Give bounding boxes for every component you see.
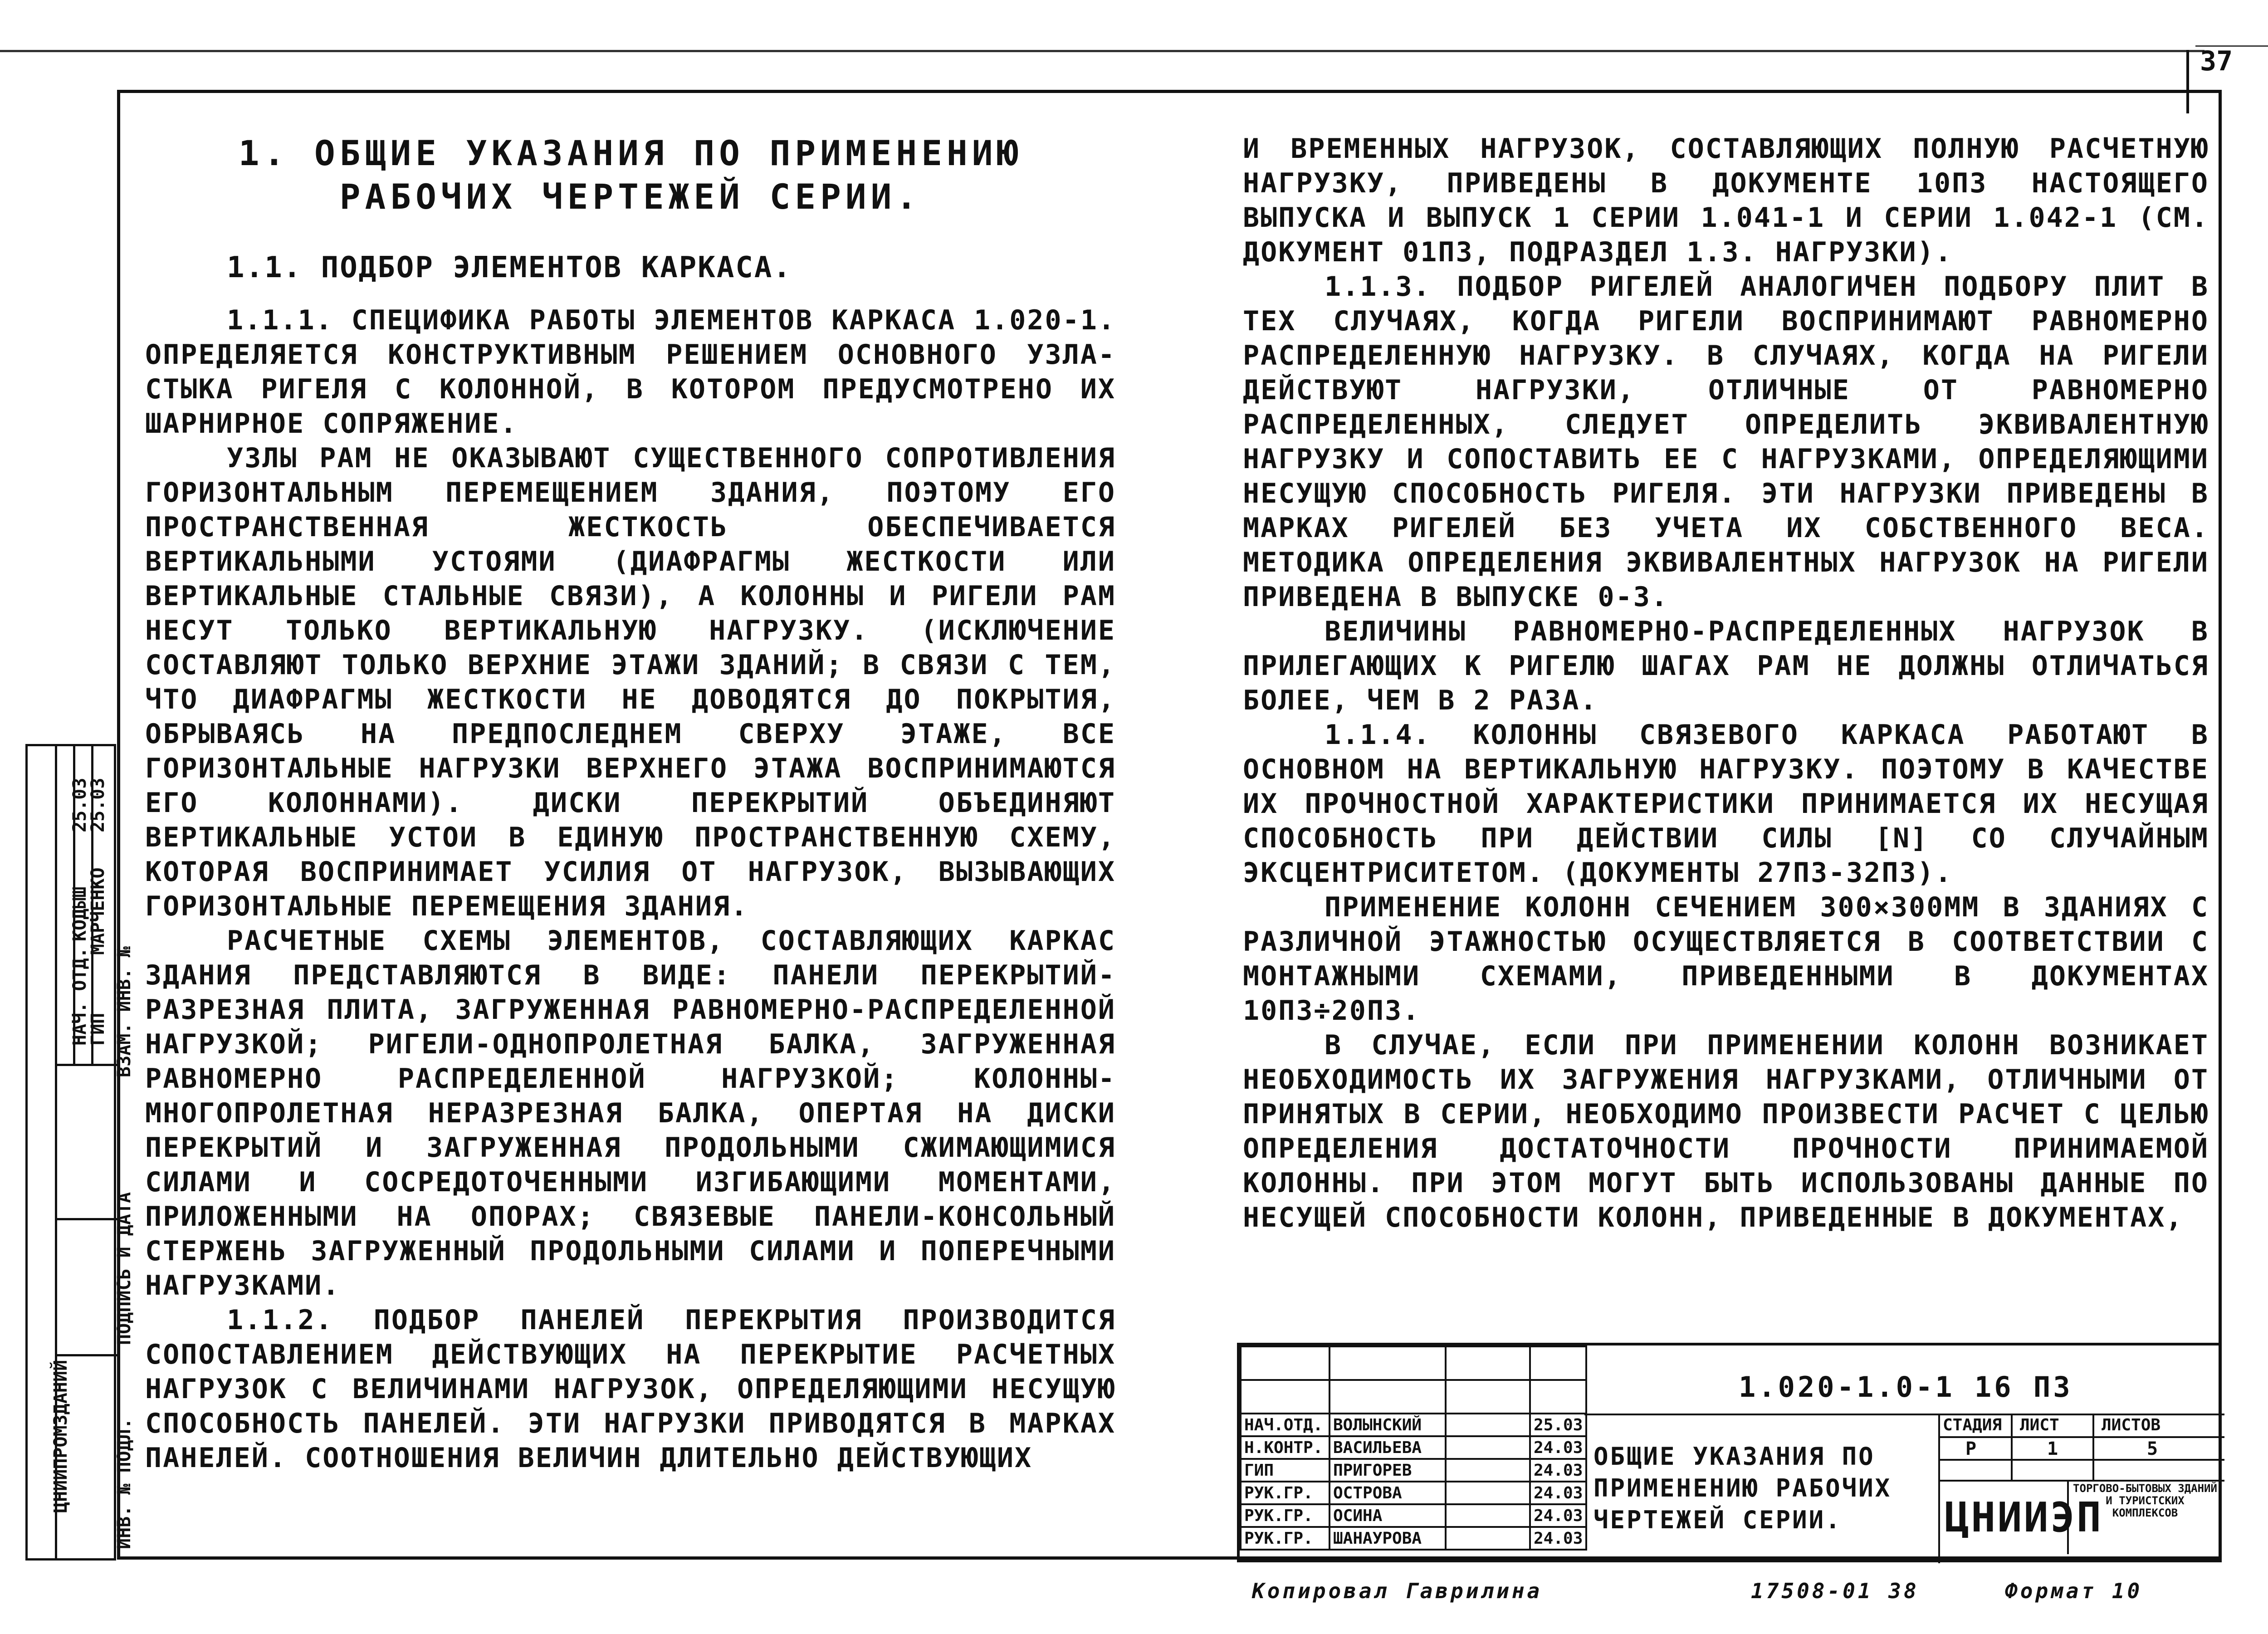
paragraph: УЗЛЫ РАМ НЕ ОКАЗЫВАЮТ СУЩЕСТВЕННОГО СОПРОТИВЛЕНИЯ ГОРИЗОНТАЛЬНЫМ ПЕРЕМЕЩЕНИЕМ ЗДАНИЯ, ПОЭТОМУ ЕГО ПРОСТРАНСТВЕННАЯ ЖЕСТКОСТЬ ОБЕСПЕЧИВАЕТСЯ ВЕРТИКАЛЬНЫМИ УСТОЯМИ (ДИАФРАГМЫ ЖЕСТКОСТИ ИЛИ ВЕРТИКАЛЬНЫЕ СТАЛЬНЫЕ СВЯЗИ), А КОЛОННЫ И РИГЕЛИ РАМ НЕСУТ ТОЛЬКО ВЕРТИКАЛЬНУЮ НАГРУЗКУ. (ИСКЛЮЧЕНИЕ СОСТАВЛЯЮТ ТОЛЬКО ВЕРХНИЕ ЭТАЖИ ЗДАНИЙ; В СВЯЗИ С ТЕМ, ЧТО ДИАФРАГМЫ ЖЕСТКОСТИ НЕ ДОВОДЯТСЯ ДО ПОКРЫТИЯ, ОБРЫВАЯСЬ НА ПРЕДПОСЛЕДНЕМ СВЕРХУ ЭТАЖЕ, ВСЕ ГОРИЗОНТАЛЬНЫЕ НАГРУЗКИ ВЕРХНЕГО ЭТАЖА ВОСПРИНИМАЮТСЯ ЕГО КОЛОННАМИ). ДИСКИ ПЕРЕКРЫТИЙ ОБЪЕДИНЯЮТ ВЕРТИКАЛЬНЫЕ УСТОИ В ЕДИНУЮ ПРОСТРАНСТВЕННУЮ СХЕМУ, КОТОРАЯ ВОСПРИНИМАЕТ УСИЛИЯ ОТ НАГРУЗОК, ВЫЗЫВАЮЩИХ ГОРИЗОНТАЛЬНЫЕ ПЕРЕМЕЩЕНИЯ ЗДАНИЯ. xyxy=(145,442,1116,922)
stamp-role: НАЧ. ОТД. xyxy=(69,947,90,1046)
sheets-label: ЛИСТОВ xyxy=(2102,1416,2161,1434)
paragraph: 1.1.1. СПЕЦИФИКА РАБОТЫ ЭЛЕМЕНТОВ КАРКАСА 1.020-1. ОПРЕДЕЛЯЕТСЯ КОНСТРУКТИВНЫМ РЕШЕНИЕМ ОСНОВНОГО УЗЛА-СТЫКА РИГЕЛЯ С КОЛОННОЙ, В КОТОРОМ ПРЕДУСМОТРЕНО ИХ ШАРНИРНОЕ СОПРЯЖЕНИЕ. xyxy=(145,304,1116,440)
paragraph: И ВРЕМЕННЫХ НАГРУЗОК, СОСТАВЛЯЮЩИХ ПОЛНУЮ РАСЧЕТНУЮ НАГРУЗКУ, ПРИВЕДЕНЫ В ДОКУМЕНТЕ 10П3 НАСТОЯЩЕГО ВЫПУСКА И ВЫПУСК 1 СЕРИИ 1.041-1 И СЕРИИ 1.042-1 (СМ. ДОКУМЕНТ 01П3, ПОДРАЗДЕЛ 1.3. НАГРУЗКИ). xyxy=(1243,133,2209,268)
paragraph: ПРИМЕНЕНИЕ КОЛОНН СЕЧЕНИЕМ 300×300ММ В ЗДАНИЯХ С РАЗЛИЧНОЙ ЭТАЖНОСТЬЮ ОСУЩЕСТВЛЯЕТСЯ В СООТВЕТСТВИИ С МОНТАЖНЫМИ СХЕМАМИ, ПРИВЕДЕННЫМИ В ДОКУМЕНТАХ 10П3÷20П3. xyxy=(1243,891,2209,1027)
signer-row: РУК.ГР. ОСИНА 24.03 xyxy=(1241,1504,1586,1527)
top-border-line xyxy=(0,50,2204,52)
signers-table xyxy=(1240,1345,1587,1551)
organization-subtitle: ТОРГОВО-БЫТОВЫХ ЗДАНИЙ И ТУРИСТСКИХ КОМПЛЕКСОВ xyxy=(2073,1482,2217,1519)
paragraph: 1.1.2. ПОДБОР ПАНЕЛЕЙ ПЕРЕКРЫТИЯ ПРОИЗВОДИТСЯ СОПОСТАВЛЕНИЕМ ДЕЙСТВУЮЩИХ НА ПЕРЕКРЫТИЕ РАСЧЕТНЫХ НАГРУЗОК С ВЕЛИЧИНАМИ НАГРУЗОК, ОПРЕДЕЛЯЮЩИМИ НЕСУЩУЮ СПОСОБНОСТЬ ПАНЕЛЕЙ. ЭТИ НАГРУЗКИ ПРИВОДЯТСЯ В МАРКАХ ПАНЕЛЕЙ. СООТНОШЕНИЯ ВЕЛИЧИН ДЛИТЕЛЬНО ДЕЙСТВУЮЩИХ xyxy=(145,1304,1116,1474)
document-code: 1.020-1.0-1 16 П3 xyxy=(1739,1370,2073,1404)
stamp-role: ГИП xyxy=(88,1013,108,1046)
stamp-date: 25.03 xyxy=(69,778,90,832)
document-title: ОБЩИЕ УКАЗАНИЯ ПО ПРИМЕНЕНИЮ РАБОЧИХ ЧЕРТЕЖЕЙ СЕРИИ. xyxy=(1593,1442,1892,1534)
signer-row: НАЧ.ОТД. ВОЛЫНСКИЙ 25.03 xyxy=(1241,1414,1586,1436)
paragraph: ВЕЛИЧИНЫ РАВНОМЕРНО-РАСПРЕДЕЛЕННЫХ НАГРУЗОК В ПРИЛЕГАЮЩИХ К РИГЕЛЮ ШАГАХ РАМ НЕ ДОЛЖНЫ ОТЛИЧАТЬСЯ БОЛЕЕ, ЧЕМ В 2 РАЗА. xyxy=(1243,616,2209,716)
stamp-col-label: ПОДПИСЬ И ДАТА xyxy=(114,1192,135,1345)
stamp-divider xyxy=(55,1064,118,1066)
paragraph: 1.1.4. КОЛОННЫ СВЯЗЕВОГО КАРКАСА РАБОТАЮТ В ОСНОВНОМ НА ВЕРТИКАЛЬНУЮ НАГРУЗКУ. ПОЭТОМУ В КАЧЕСТВЕ ИХ ПРОЧНОСТНОЙ ХАРАКТЕРИСТИКИ ПРИНИМАЕТСЯ ИХ НЕСУЩАЯ СПОСОБНОСТЬ ПРИ ДЕЙСТВИИ СИЛЫ [N] СО СЛУЧАЙНЫМ ЭКСЦЕНТРИСИТЕТОМ. (ДОКУМЕНТЫ 27П3-32П3). xyxy=(1243,719,2209,889)
signer-row: ГИП ПРИГОРЕВ 24.03 xyxy=(1241,1459,1586,1482)
paragraph: 1.1.3. ПОДБОР РИГЕЛЕЙ АНАЛОГИЧЕН ПОДБОРУ ПЛИТ В ТЕХ СЛУЧАЯХ, КОГДА РИГЕЛИ ВОСПРИНИМАЮТ РАВНОМЕРНО РАСПРЕДЕЛЕННУЮ НАГРУЗКУ. В СЛУЧАЯХ, КОГДА НА РИГЕЛИ ДЕЙСТВУЮТ НАГРУЗКИ, ОТЛИЧНЫЕ ОТ РАВНОМЕРНО РАСПРЕДЕЛЕННЫХ, СЛЕДУЕТ ОПРЕДЕЛИТЬ ЭКВИВАЛЕНТНУЮ НАГРУЗКУ И СОПОСТАВИТЬ ЕЕ С НАГРУЗКАМИ, ОПРЕДЕЛЯЮЩИМИ НЕСУЩУЮ СПОСОБНОСТЬ РИГЕЛЯ. ЭТИ НАГРУЗКИ ПРИВЕДЕНЫ В МАРКАХ РИГЕЛЕЙ БЕЗ УЧЕТА ИХ СОБСТВЕННОГО ВЕСА. МЕТОДИКА ОПРЕДЕЛЕНИЯ ЭКВИВАЛЕНТНЫХ НАГРУЗОК НА РИГЕЛИ ПРИВЕДЕНА В ВЫПУСКЕ 0-3. xyxy=(1243,271,2209,613)
sheet-format: Формат 10 xyxy=(2005,1579,2143,1603)
paragraph: В СЛУЧАЕ, ЕСЛИ ПРИ ПРИМЕНЕНИИ КОЛОНН ВОЗНИКАЕТ НЕОБХОДИМОСТЬ ИХ ЗАГРУЖЕНИЯ НАГРУЗКАМИ, ОТЛИЧНЫМИ ОТ ПРИНЯТЫХ В СЕРИИ, НЕОБХОДИМО ПРОИЗВЕСТИ РАСЧЕТ С ЦЕЛЬЮ ОПРЕДЕЛЕНИЯ ДОСТАТОЧНОСТИ ПРОЧНОСТИ ПРИНИМАЕМОЙ КОЛОННЫ. ПРИ ЭТОМ МОГУТ БЫТЬ ИСПОЛЬЗОВАНЫ ДАННЫЕ ПО НЕСУЩЕЙ СПОСОБНОСТИ КОЛОНН, ПРИВЕДЕННЫЕ В ДОКУМЕНТАХ, xyxy=(1243,1029,2209,1233)
stamp-col-label: ИНВ. № ПОДЛ. xyxy=(114,1418,135,1549)
stage-label: СТАДИЯ xyxy=(1943,1416,2002,1434)
stamp-divider xyxy=(55,1354,118,1356)
title-block xyxy=(1237,1343,2222,1562)
sheets-value: 5 xyxy=(2147,1438,2158,1459)
signer-row: Н.КОНТР. ВАСИЛЬЕВА 24.03 xyxy=(1241,1436,1586,1459)
title-block-divider xyxy=(1584,1414,2224,1415)
signer-row: РУК.ГР. ШАНАУРОВА 24.03 xyxy=(1241,1527,1586,1550)
organization-name: ЦНИИЭП xyxy=(1945,1482,2069,1554)
stamp-divider xyxy=(55,1218,118,1220)
title-block-divider xyxy=(2092,1414,2094,1482)
margin-stamp xyxy=(25,744,135,1561)
title-block-divider xyxy=(1938,1459,2224,1461)
left-column xyxy=(145,132,1116,1475)
sheet-label: ЛИСТ xyxy=(2020,1416,2059,1434)
stage-value: Р xyxy=(1965,1438,1977,1459)
stamp-org: ЦНИИПРОМЗДАНИЙ xyxy=(50,1360,71,1513)
right-column xyxy=(1243,132,2209,1235)
title-block-divider xyxy=(2011,1414,2013,1482)
paragraph: РАСЧЕТНЫЕ СХЕМЫ ЭЛЕМЕНТОВ, СОСТАВЛЯЮЩИХ КАРКАС ЗДАНИЯ ПРЕДСТАВЛЯЮТСЯ В ВИДЕ: ПАНЕЛИ ПЕРЕКРЫТИЙ-РАЗРЕЗНАЯ ПЛИТА, ЗАГРУЖЕННАЯ РАВНОМЕРНО-РАСПРЕДЕЛЕННОЙ НАГРУЗКОЙ; РИГЕЛИ-ОДНОПРОЛЕТНАЯ БАЛКА, ЗАГРУЖЕННАЯ РАВНОМЕРНО РАСПРЕДЕЛЕННОЙ НАГРУЗКОЙ; КОЛОННЫ-МНОГОПРОЛЕТНАЯ НЕРАЗРЕЗНАЯ БАЛКА, ОПЕРТАЯ НА ДИСКИ ПЕРЕКРЫТИЙ И ЗАГРУЖЕННАЯ ПРОДОЛЬНЫМИ СЖИМАЮЩИМИСЯ СИЛАМИ И СОСРЕДОТОЧЕННЫМИ ИЗГИБАЮЩИМИ МОМЕНТАМИ, ПРИЛОЖЕННЫМИ НА ОПОРАХ; СВЯЗЕВЫЕ ПАНЕЛИ-КОНСОЛЬНЫЙ СТЕРЖЕНЬ ЗАГРУЖЕННЫЙ ПРОДОЛЬНЫМИ СИЛАМИ И ПОПЕРЕЧНЫМИ НАГРУЗКАМИ. xyxy=(145,925,1116,1301)
order-number: 17508-01 38 xyxy=(1751,1579,1919,1603)
page-number: 37 xyxy=(2200,45,2233,77)
copied-by: Копировал Гаврилина xyxy=(1252,1579,1543,1603)
stamp-name: МАРЧЕНКО xyxy=(88,867,108,955)
stamp-col-label: ВЗАМ. ИНВ. № xyxy=(114,946,135,1077)
title-block-divider xyxy=(1938,1436,2224,1438)
page-title: 1. ОБЩИЕ УКАЗАНИЯ ПО ПРИМЕНЕНИЮ РАБОЧИХ ЧЕРТЕЖЕЙ СЕРИИ. xyxy=(238,133,1023,217)
signer-row: РУК.ГР. ОСТРОВА 24.03 xyxy=(1241,1482,1586,1504)
section-heading: 1.1. ПОДБОР ЭЛЕМЕНТОВ КАРКАСА. xyxy=(227,251,792,284)
stamp-name: КОДЫШ xyxy=(69,886,90,941)
sheet-value: 1 xyxy=(2047,1438,2058,1459)
stamp-date: 25.03 xyxy=(88,778,108,832)
